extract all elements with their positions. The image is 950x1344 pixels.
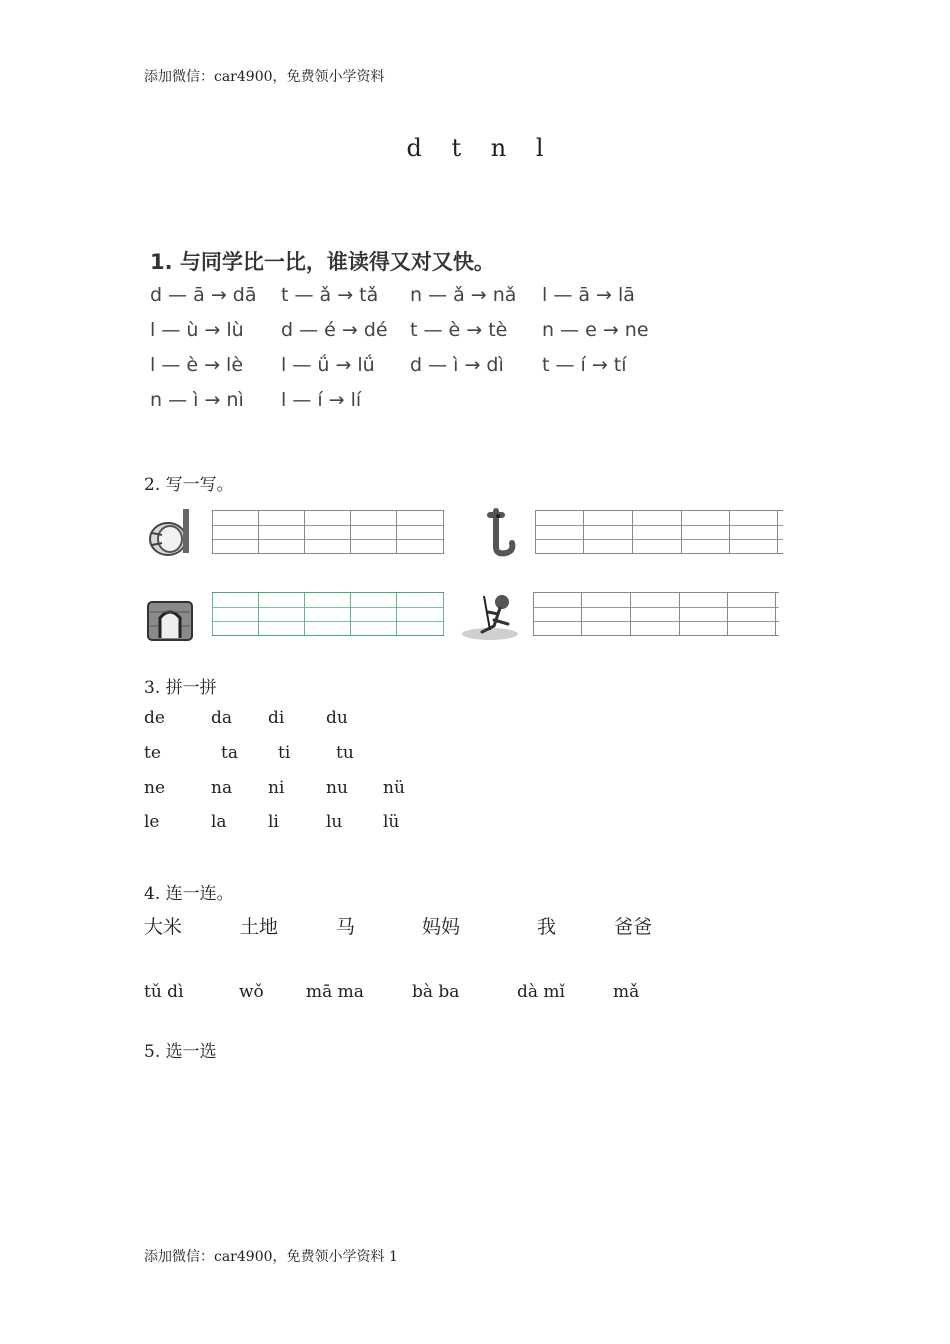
section3-title: 3. 拼一拼 [144, 678, 217, 698]
section2-title: 2. 写一写。 [144, 475, 234, 495]
syllable: ne [144, 778, 166, 798]
pinyin-cell: l — ā → lā [542, 284, 635, 306]
pinyin-cell: n — ì → nì [150, 389, 244, 411]
pinyin-cell: d — é → dé [281, 319, 388, 341]
syllable: nu [326, 778, 348, 798]
matching-word[interactable]: 爸爸 [614, 916, 653, 938]
pinyin-cell: d — ā → dā [150, 284, 257, 306]
page-title [0, 134, 950, 162]
syllable: li [268, 812, 279, 832]
matching-pinyin[interactable]: tǔ dì [144, 982, 184, 1002]
matching-pinyin[interactable]: wǒ [239, 982, 264, 1002]
title-letter-d: d [406, 134, 422, 162]
syllable: te [144, 743, 161, 763]
syllable: ni [268, 778, 285, 798]
syllable: di [268, 708, 285, 728]
syllable: le [144, 812, 160, 832]
seahorse-letter-t-icon [476, 507, 520, 559]
matching-pinyin[interactable]: mǎ [613, 982, 640, 1002]
syllable: da [211, 708, 233, 728]
header-note: 添加微信：car4900，免费领小学资料 [144, 69, 385, 85]
pinyin-cell: l — è → lè [150, 354, 244, 376]
syllable: ti [278, 743, 291, 763]
pinyin-cell: l — ù → lù [150, 319, 244, 341]
pinyin-cell: l — í → lí [281, 389, 362, 411]
pinyin-cell: n — ǎ → nǎ [410, 284, 517, 306]
matching-word[interactable]: 我 [537, 916, 557, 938]
section5-title: 5. 选一选 [144, 1042, 217, 1062]
title-letter-l: l [535, 134, 544, 162]
writing-box-t[interactable] [535, 510, 783, 554]
pinyin-cell: n — e → ne [542, 319, 649, 341]
title-letter-t: t [451, 134, 462, 162]
drum-letter-d-icon [148, 505, 196, 557]
syllable: tu [336, 743, 354, 763]
pinyin-cell: t — è → tè [410, 319, 508, 341]
syllable: du [326, 708, 348, 728]
footer-note: 添加微信：car4900，免费领小学资料 1 [144, 1249, 398, 1265]
stick-figure-letter-l-icon [460, 590, 522, 642]
syllable: de [144, 708, 165, 728]
matching-word[interactable]: 妈妈 [422, 916, 461, 938]
syllable: ta [221, 743, 238, 763]
pinyin-cell: t — ǎ → tǎ [281, 284, 379, 306]
matching-word[interactable]: 大米 [144, 916, 183, 938]
syllable: lü [383, 812, 400, 832]
matching-pinyin[interactable]: dà mǐ [517, 982, 565, 1002]
syllable: lu [326, 812, 343, 832]
writing-box-l[interactable] [533, 592, 779, 636]
section4-title: 4. 连一连。 [144, 884, 234, 904]
matching-word[interactable]: 土地 [240, 916, 279, 938]
writing-box-n[interactable] [212, 592, 444, 636]
matching-pinyin[interactable]: bà ba [412, 982, 460, 1002]
writing-box-d[interactable] [212, 510, 444, 554]
title-letter-n: n [490, 134, 507, 162]
syllable: nü [383, 778, 405, 798]
matching-word[interactable]: 马 [336, 916, 356, 938]
door-letter-n-icon [146, 600, 194, 642]
matching-pinyin[interactable]: mā ma [306, 982, 364, 1002]
section1-title: 1. 与同学比一比，谁读得又对又快。 [150, 250, 495, 274]
syllable: na [211, 778, 233, 798]
syllable: la [211, 812, 227, 832]
pinyin-cell: l — ǘ → lǘ [281, 354, 375, 376]
pinyin-cell: t — í → tí [542, 354, 627, 376]
pinyin-cell: d — ì → dì [410, 354, 504, 376]
